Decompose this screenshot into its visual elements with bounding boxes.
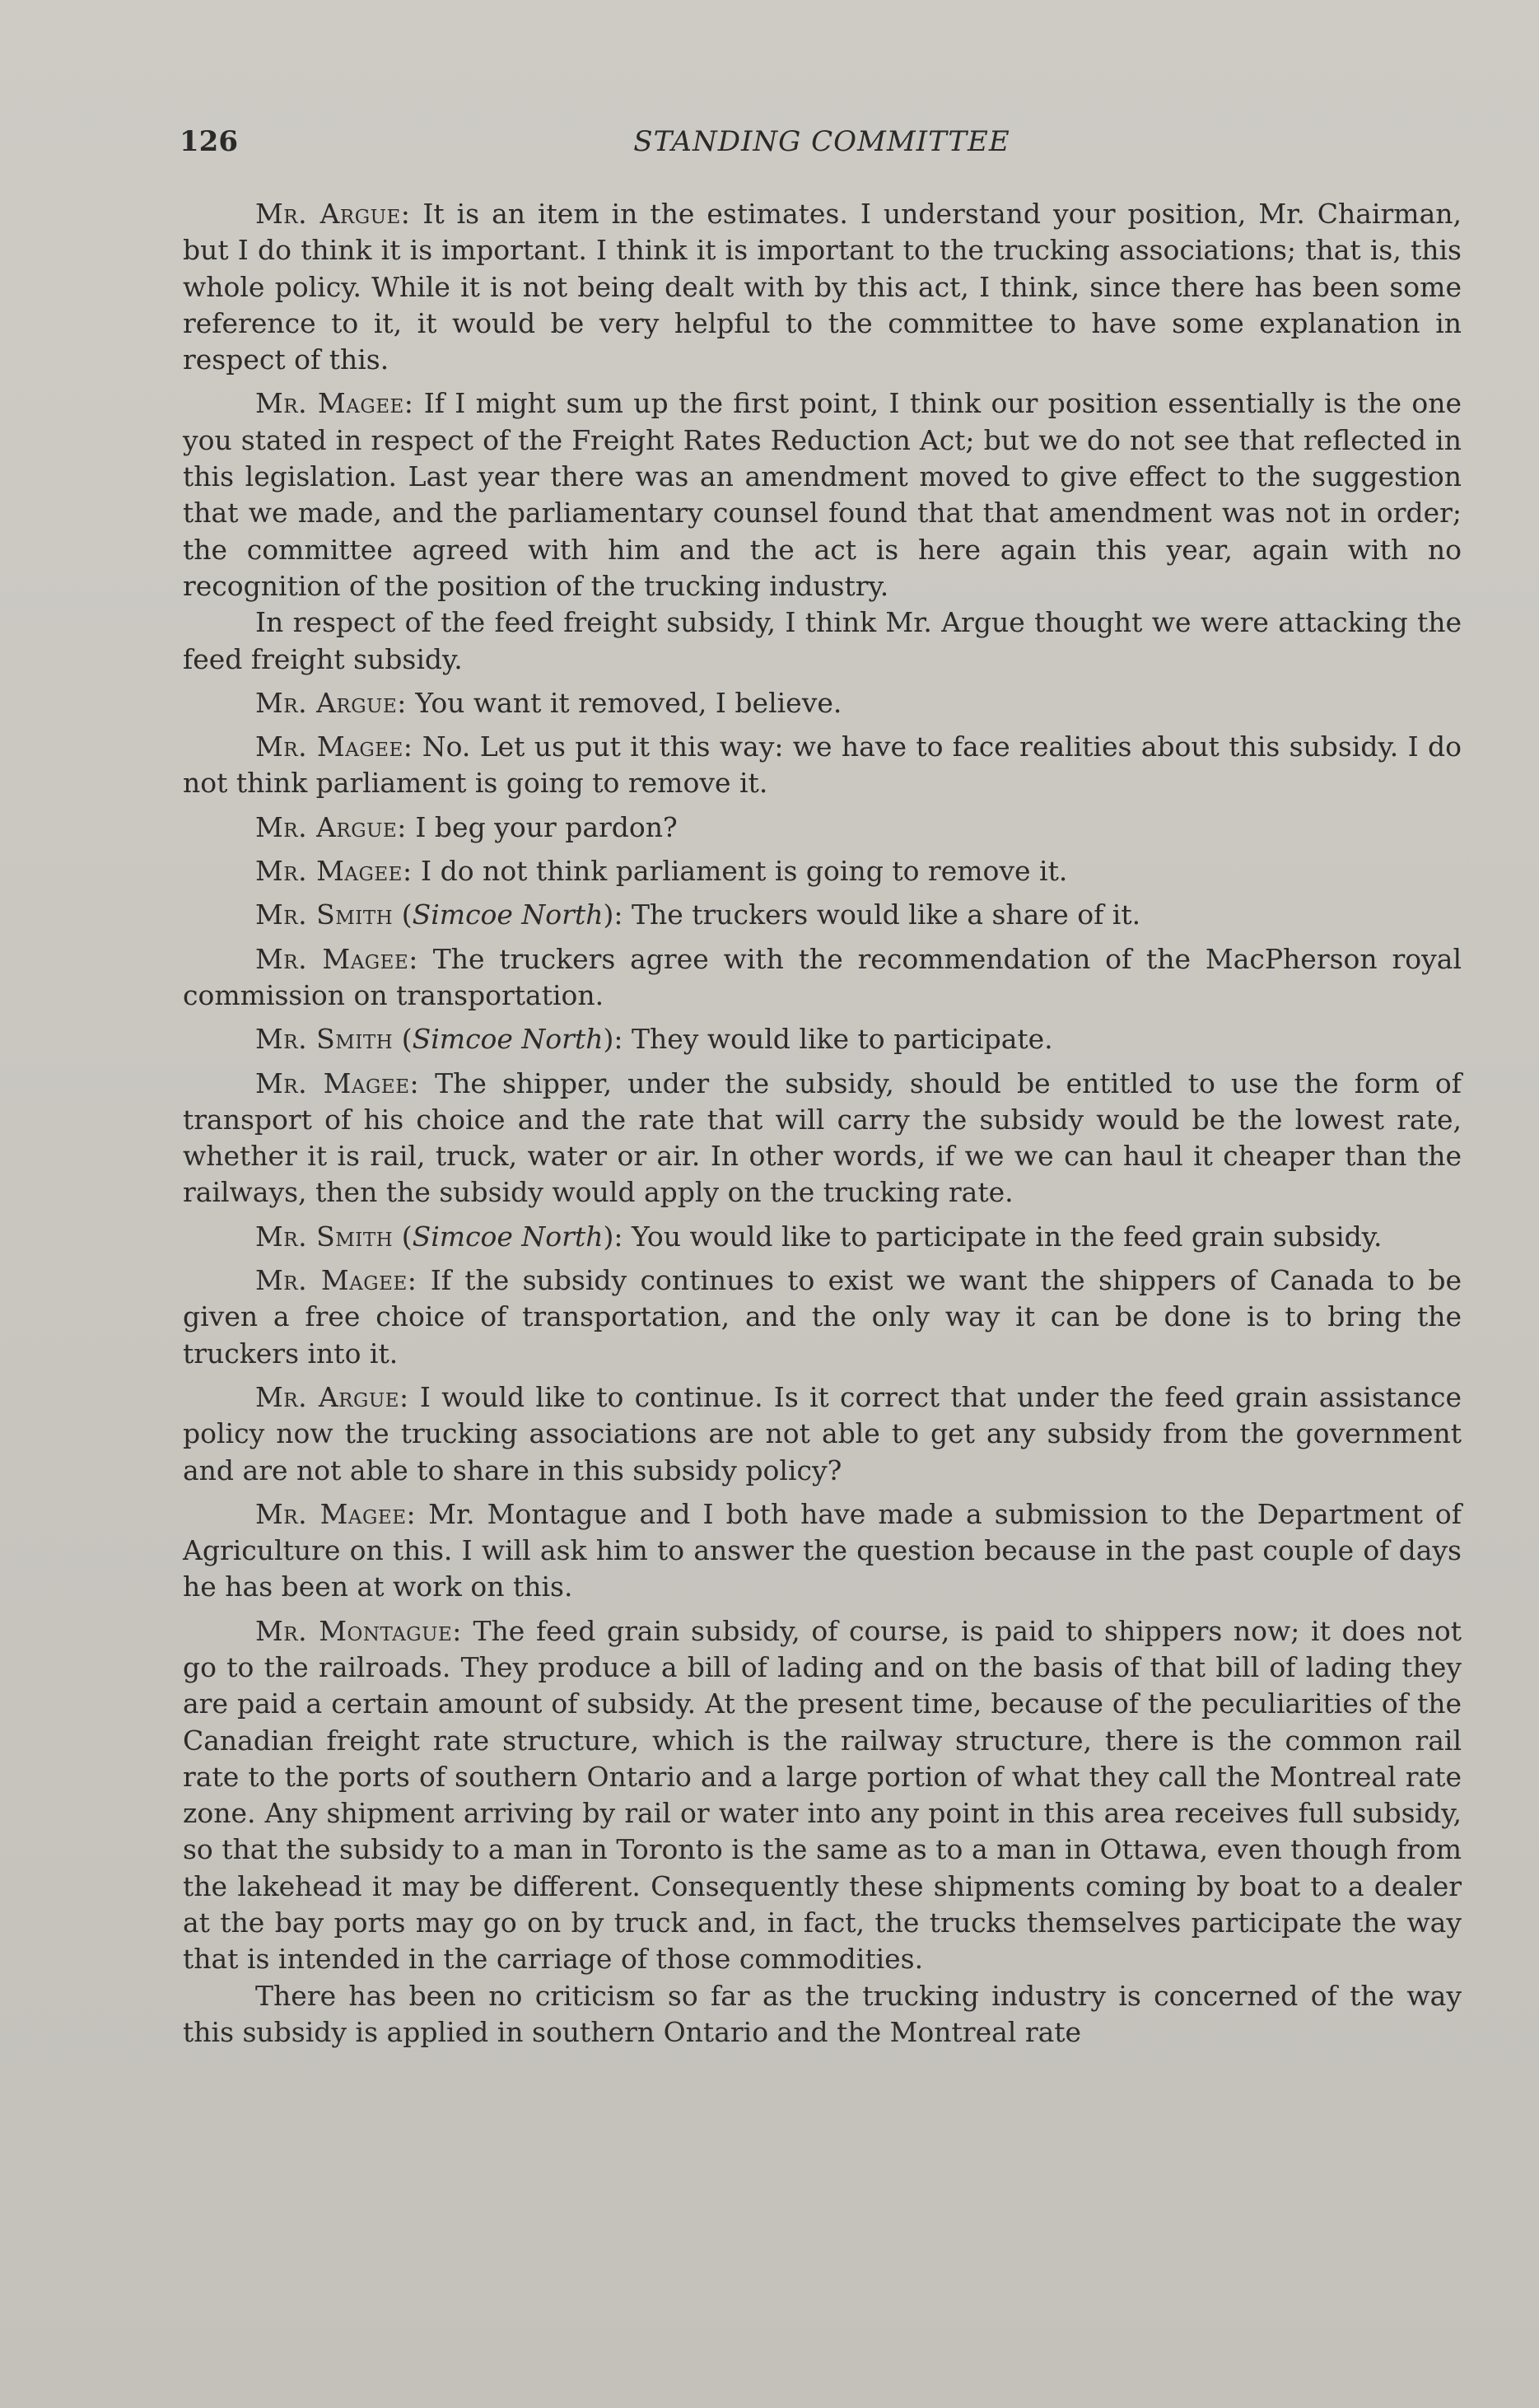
speaker-name: Mr. Smith [255, 1220, 394, 1253]
speaker-name: Mr. Smith [255, 1023, 394, 1056]
speaker-name: Mr. Argue: [255, 198, 411, 230]
paragraph [183, 1379, 1462, 1489]
running-title: STANDING COMMITTEE [633, 125, 1010, 158]
paragraph-text: You want it removed, I believe. [406, 686, 842, 719]
paragraph-text: If the subsidy continues to exist we want the shippers of Canada to be given a free choice of transportation, and the only way it can be done is to bring the truckers into it. [183, 1264, 1462, 1370]
speaker-name: Mr. Argue: [255, 1380, 409, 1413]
paragraph: Mr. Smith (Simcoe North): They would like to participate. [255, 1023, 1053, 1056]
riding-name: Simcoe North [412, 1023, 604, 1056]
paragraph [183, 196, 1462, 378]
paragraph [183, 1613, 1462, 1978]
paragraph [183, 1496, 1462, 1606]
paragraph: Mr. Smith (Simcoe North): The truckers would like a share of it. [255, 898, 1141, 931]
speaker-name: Mr. Magee: [255, 855, 413, 888]
paragraph [183, 385, 1462, 604]
paragraph-text: I would like to continue. Is it correct that under the feed grain assistance policy now the trucking associations are not able to get any subsidy from the government and are not able to share in this subsidy policy? [183, 1380, 1462, 1486]
paragraph-text: I do not think parliament is going to remove it. [412, 855, 1068, 888]
paragraph: Mr. Smith (Simcoe North): You would like to participate in the feed grain subsidy. [255, 1220, 1383, 1253]
paragraph-text: : They would like to participate. [613, 1023, 1053, 1056]
paragraph-text: : The truckers would like a share of it. [613, 898, 1141, 931]
paragraph [183, 729, 1462, 802]
paragraph [183, 1262, 1462, 1372]
speaker-name: Mr. Magee: [255, 1066, 420, 1099]
page-number: 126 [180, 125, 238, 158]
paragraph [183, 1066, 1462, 1211]
riding-name: Simcoe North [412, 898, 604, 931]
speaker-name: Mr. Magee: [255, 942, 418, 975]
page-header [180, 125, 1464, 163]
paragraph-text: Mr. Montague and I both have made a submission to the Department of Agriculture on this. I will ask him to answer the question because in the past couple of days he has been at work on this. [183, 1497, 1462, 1603]
paragraph-text: I beg your pardon? [406, 810, 678, 843]
paragraph-text: The truckers agree with the recommendation of the MacPherson royal commission on transportation. [183, 942, 1462, 1011]
speaker-name: Mr. Smith [255, 898, 394, 931]
paragraph-text: There has been no criticism so far as the trucking industry is concerned of the way this subsidy is applied in southern Ontario and the Montreal rate [183, 1979, 1462, 2048]
speaker-name: Mr. Magee: [255, 387, 414, 420]
paragraph [183, 853, 1462, 889]
riding-name: Simcoe North [412, 1220, 604, 1253]
paragraph [183, 685, 1462, 721]
speaker-name: Mr. Argue: [255, 686, 407, 719]
paragraph [183, 810, 1462, 846]
speaker-name: Mr. Magee: [255, 1497, 417, 1530]
speaker-name: Mr. Magee: [255, 730, 413, 763]
paragraph [183, 604, 1462, 678]
speaker-name: Mr. Magee: [255, 1264, 417, 1297]
paragraph [183, 1978, 1462, 2051]
speaker-name: Mr. Argue: [255, 810, 407, 843]
paragraph-text: The shipper, under the subsidy, should be entitled to use the form of transport of his choice and the rate that will carry the subsidy would be the lowest rate, whether it is rail, truck, water or air. In other words, if we we can haul it cheaper than the railways, then the subsidy would apply on the trucking rate. [183, 1066, 1462, 1209]
paragraph [183, 941, 1462, 1015]
paragraph-text: The feed grain subsidy, of course, is paid to shippers now; it does not go to the railroads. They produce a bill of lading and on the basis of that bill of lading they are paid a certain amount of subsidy. At the present time, because of the peculiarities of the Canadian freight rate structure, which is the railway structure, there is the common rail rate to the ports of southern Ontario and a large portion of what they call the Montreal rate zone. Any shipment arriving by rail or water into any point in this area receives full subsidy, so that the subsidy to a man in Toronto is the same as to a man in Ottawa, even though from the lakehead it may be different. Consequently these shipments coming by boat to a dealer at the bay ports may go on by truck and, in fact, the trucks themselves participate the way that is intended in the carriage of those commodities. [183, 1614, 1462, 1976]
paragraph-text: : You would like to participate in the feed grain subsidy. [613, 1220, 1383, 1253]
paragraph-text: If I might sum up the first point, I think our position essentially is the one you stated in respect of the Freight Rates Reduction Act; but we do not see that reflected in this legislation. Last year there was an amendment moved to give effect to the suggestion that we made, and the parliamentary counsel found that that amendment was not in order; the committee agreed with him and the act is here again this year, again with no recognition of the position of the trucking industry. [183, 387, 1462, 602]
speaker-name: Mr. Montague: [255, 1614, 462, 1647]
paragraph-text: No. Let us put it this way: we have to face realities about this subsidy. I do not think parliament is going to remove it. [183, 730, 1462, 800]
transcript-body [183, 196, 1462, 2058]
paragraph-text: In respect of the feed freight subsidy, I think Mr. Argue thought we were attacking the feed freight subsidy. [183, 606, 1462, 675]
paragraph-text: It is an item in the estimates. I understand your position, Mr. Chairman, but I do think it is important. I think it is important to the trucking associations; that is, this whole policy. While it is not being dealt with by this act, I think, since there has been some reference to it, it would be very helpful to the committee to have some explanation in respect of this. [183, 198, 1462, 376]
